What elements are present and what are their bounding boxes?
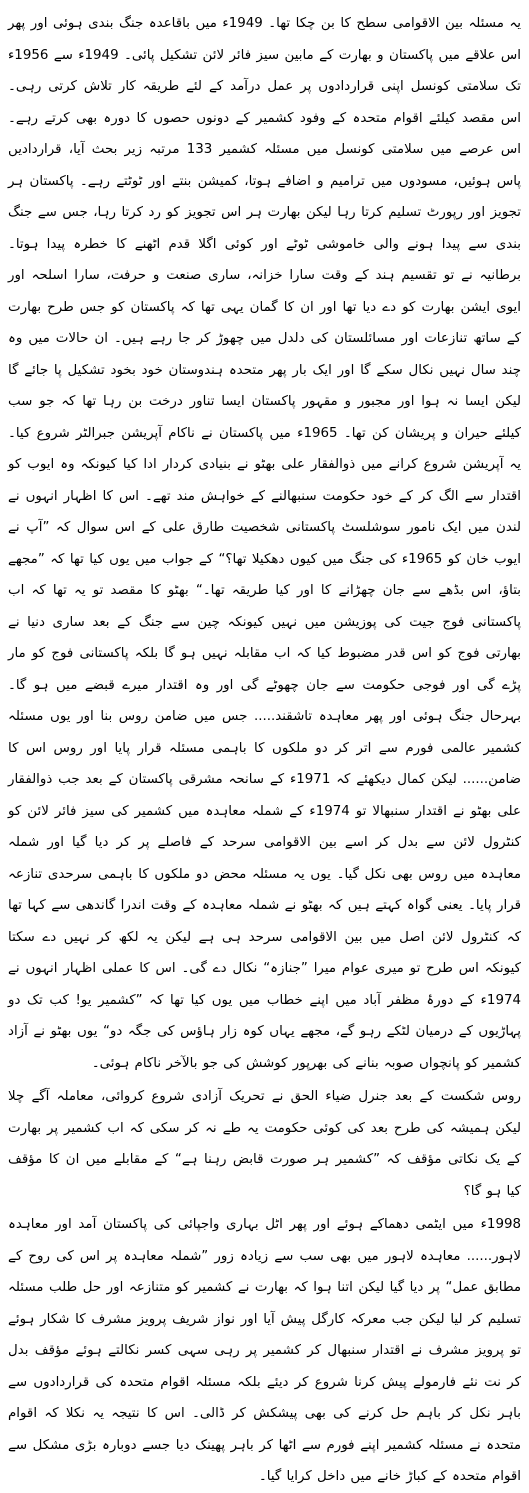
- paragraph-3: 1998ء میں ایٹمی دھماکے ہوئے اور پھر اٹل بہاری واجپائی کی پاکستان آمد اور معاہدہ لاہور...... معاہدہ لاہور میں بھی سب سے زیادہ زور ”شملہ معاہدہ پر اس کی روح کے مطابق عمل“ پر دیا گیا لیکن اتنا ہوا کہ بھارت نے کشمیر کو متنازعہ اور حل طلب مسئلہ تسلیم کر لیا لیکن جب معرکہ کارگل پیش آیا اور نواز شریف پرویز مشرف کا شکار ہوئے تو پرویز مشرف نے اقتدار سنبھال کر کشمیر پر رہی سہی کسر نکالتے ہوئے مؤقف بدل کر نت نئے فارمولے پیش کرنا شروع کر دیئے بلکہ مسئلہ اقوام متحدہ کی قراردادوں سے باہر نکل کر باہم حل کرنے کی بھی پیشکش کر ڈالی۔ اس کا نتیجہ یہ نکلا کہ اقوام متحدہ نے مسئلہ کشمیر اپنے فورم سے اٹھا کر باہر پھینک دیا جسے دوبارہ بڑی مشکل سے اقوام متحدہ کے کباڑ خانے میں داخل کرایا گیا۔: [8, 1217, 521, 1484]
- article-body: [8, 8, 521, 1493]
- paragraph-2: روس شکست کے بعد جنرل ضیاء الحق نے تحریک آزادی شروع کروائی، معاملہ آگے چلا لیکن ہمیشہ کی طرح بعد کی کوئی حکومت یہ طے نہ کر سکی کہ اب کشمیر پر بھارت کے یک نکاتی مؤقف کہ ”کشمیر ہر صورت قابض رہنا ہے“ کے مقابلے میں ان کا مؤقف کیا ہو گا؟: [8, 1089, 521, 1199]
- paragraph-1: یہ مسئلہ بین الاقوامی سطح کا بن چکا تھا۔ 1949ء میں باقاعدہ جنگ بندی ہوئی اور پھر اس علاقے میں پاکستان و بھارت کے مابین سیز فائر لائن تشکیل پائی۔ 1949ء سے 1956ء تک سلامتی کونسل اپنی قراردادوں پر عمل درآمد کے لئے طریقہ کار تلاش کرتی رہی۔ اس مقصد کیلئے اقوام متحدہ کے وفود کشمیر کے دونوں حصوں کا دورہ بھی کرتے رہے۔ اس عرصے میں سلامتی کونسل میں مسئلہ کشمیر 133 مرتبہ زیر بحث آیا، قراردادیں پاس ہوئیں، مسودوں میں ترامیم و اضافے ہوتا، کمیشن بنتے اور ٹوٹتے رہے۔ پاکستان ہر تجویز اور رپورٹ تسلیم کرتا رہا لیکن بھارت ہر اس تجویز کو رد کرتا رہا، جس سے جنگ بندی سے پیدا ہونے والی خاموشی ٹوٹے اور کوئی اگلا قدم اٹھنے کا خطرہ پیدا ہوتا۔ برطانیہ نے تو تقسیم ہند کے وقت سارا خزانہ، ساری صنعت و حرفت، سارا اسلحہ اور ایوی ایشن بھارت کو دے دیا تھا اور ان کا گمان یہی تھا کہ پاکستان کو جس طرح بھارت کے ساتھ تنازعات اور مسائلستان کی دلدل میں چھوڑ کر جا رہے ہیں۔ ان حالات میں وہ چند سال نہیں نکال سکے گا اور ایک بار پھر متحدہ ہندوستان خود بخود تشکیل پا جائے گا لیکن ایسا نہ ہوا اور مجبور و مقہور پاکستان ایسا تناور درخت بن رہا تھا کہ جو سب کیلئے حیران و پریشان کن تھا۔ 1965ء میں پاکستان نے ناکام آپریشن جبرالٹر شروع کیا۔ یہ آپریشن شروع کرانے میں ذوالفقار علی بھٹو نے بنیادی کردار ادا کیا کیونکہ وہ ایوب کو اقتدار سے الگ کر کے خود حکومت سنبھالنے کے خواہش مند تھے۔ اس کا اظہار انہوں نے لندن میں ایک نامور سوشلسٹ پاکستانی شخصیت طارق علی کے اس سوال کہ ”آپ نے ایوب خان کو 1965ء کی جنگ میں کیوں دھکیلا تھا؟“ کے جواب میں یوں کیا تھا کہ ”مجھے بتاؤ، اس بڈھے سے جان چھڑانے کا اور کیا طریقہ تھا۔“ بھٹو کا مقصد تو یہ تھا کہ اب پاکستانی فوج جیت کی پوزیشن میں نہیں کیونکہ چین سے جنگ کے بعد ساری دنیا نے بھارتی فوج کو اس قدر مضبوط کیا کہ اب مقابلہ نہیں ہو گا بلکہ پاکستانی فوج کو مار پڑے گی اور فوجی حکومت سے جان چھوٹے گی اور وہ اقتدار میرے قبضے میں ہو گا۔ بہرحال جنگ ہوئی اور پھر معاہدہ تاشقند..... جس میں ضامن روس بنا اور یوں مسئلہ کشمیر عالمی فورم سے اتر کر دو ملکوں کا باہمی مسئلہ قرار پایا اور روس اس کا ضامن...... لیکن کمال دیکھئے کہ 1971ء کے سانحہ مشرقی پاکستان کے بعد جب ذوالفقار علی بھٹو نے اقتدار سنبھالا تو 1974ء کے شملہ معاہدہ میں کشمیر کی سیز فائر لائن کو کنٹرول لائن سے بدل کر اسے بین الاقوامی سرحد کے فاصلے پر کر دیا گیا اور شملہ معاہدہ میں روس بھی نکل گیا۔ یوں یہ مسئلہ محض دو ملکوں کا باہمی سرحدی تنازعہ قرار پایا۔ یعنی گواہ کہتے ہیں کہ بھٹو نے شملہ معاہدہ کے وقت اندرا گاندھی سے کہا تھا کہ کنٹرول لائن اصل میں بین الاقوامی سرحد ہی ہے لیکن یہ لکھ کر نہیں دے سکتا کیونکہ اس طرح تو میری عوام میرا ”جنازہ“ نکال دے گی۔ اس کا عملی اظہار انہوں نے 1974ء کے دورۂ مظفر آباد میں اپنے خطاب میں یوں کیا تھا کہ ”کشمیر یو! کب تک دو پہاڑیوں کے درمیان لٹکے رہو گے، مجھے یہاں کوہ زار ہاؤس کی جگہ دو“ یوں بھٹو نے آزاد کشمیر کو پانچواں صوبہ بنانے کی بھرپور کوشش کی جو بالآخر ناکام ہوئی۔: [8, 16, 522, 1071]
